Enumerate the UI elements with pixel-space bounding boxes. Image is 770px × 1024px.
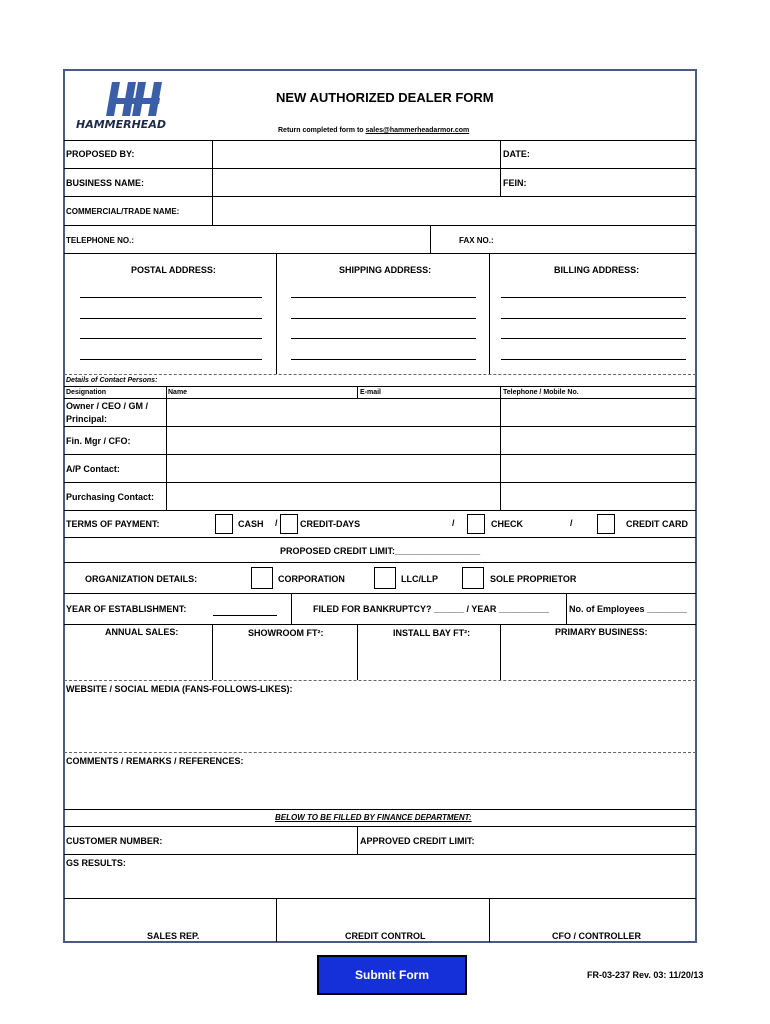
date-label: DATE: (503, 149, 530, 159)
contacts-section-label: Details of Contact Persons: (66, 377, 158, 384)
divider (64, 510, 696, 511)
organization-label: ORGANIZATION DETAILS: (85, 574, 198, 584)
email-header: E-mail (360, 389, 382, 396)
name-header: Name (168, 389, 188, 396)
divider (276, 898, 277, 942)
divider (489, 253, 490, 374)
credit-card-label: CREDIT CARD (626, 519, 688, 529)
separator-slash: / (452, 518, 455, 528)
divider (566, 593, 567, 624)
cash-label: CASH (238, 519, 264, 529)
shipping-address-line[interactable] (291, 318, 476, 319)
divider (64, 537, 696, 538)
employees-label[interactable]: No. of Employees ________ (569, 604, 688, 614)
purchasing-name-input[interactable] (167, 483, 499, 509)
submit-form-button[interactable]: Submit Form (317, 955, 467, 995)
shipping-address-line[interactable] (291, 338, 476, 339)
divider (64, 374, 696, 375)
date-input[interactable] (540, 141, 695, 167)
divider (64, 253, 696, 254)
business-name-label: BUSINESS NAME: (66, 178, 145, 188)
divider (64, 562, 696, 563)
divider (64, 854, 696, 855)
divider (64, 624, 696, 625)
postal-address-label: POSTAL ADDRESS: (131, 265, 216, 275)
divider (64, 809, 696, 810)
llc-checkbox[interactable] (374, 567, 396, 589)
terms-label: TERMS OF PAYMENT: (66, 519, 160, 529)
website-input[interactable] (65, 697, 695, 749)
hammerhead-logo-icon (72, 78, 187, 134)
annual-sales-label: ANNUAL SALES: (105, 627, 179, 637)
install-bay-label: INSTALL BAY FT²: (393, 628, 471, 638)
proposed-by-label: PROPOSED BY: (66, 149, 135, 159)
divider (64, 826, 696, 827)
divider (357, 826, 358, 854)
annual-sales-input[interactable] (65, 642, 211, 678)
form-code: FR-03-237 Rev. 03: 11/20/13 (587, 970, 704, 980)
proposed-credit-limit-label[interactable]: PROPOSED CREDIT LIMIT:_________________ (280, 546, 481, 556)
shipping-address-line[interactable] (291, 359, 476, 360)
contact-row-label: Fin. Mgr / CFO: (66, 436, 131, 446)
purchasing-phone-input[interactable] (501, 483, 695, 509)
divider (489, 898, 490, 942)
ap-name-input[interactable] (167, 455, 499, 481)
check-checkbox[interactable] (467, 514, 485, 534)
fax-input[interactable] (500, 226, 695, 252)
website-label: WEBSITE / SOCIAL MEDIA (FANS-FOLLOWS-LIKES): (66, 684, 293, 694)
sole-proprietor-checkbox[interactable] (462, 567, 484, 589)
credit-control-label: CREDIT CONTROL (345, 931, 426, 941)
corporation-checkbox[interactable] (251, 567, 273, 589)
check-label: CHECK (491, 519, 524, 529)
billing-address-line[interactable] (501, 297, 686, 298)
install-bay-input[interactable] (358, 642, 499, 678)
year-established-label: YEAR OF ESTABLISHMENT: (66, 604, 187, 614)
bankruptcy-label[interactable]: FILED FOR BANKRUPTCY? ______ / YEAR __________ (313, 604, 549, 614)
telephone-input[interactable] (140, 226, 428, 252)
phone-header: Telephone / Mobile No. (503, 389, 579, 396)
gs-results-label: GS RESULTS: (66, 858, 126, 868)
sales-rep-label: SALES REP. (147, 931, 200, 941)
billing-address-line[interactable] (501, 359, 686, 360)
shipping-address-line[interactable] (291, 297, 476, 298)
fin-mgr-phone-input[interactable] (501, 427, 695, 453)
fin-mgr-name-input[interactable] (167, 427, 499, 453)
owner-name-input[interactable] (167, 399, 499, 425)
customer-number-label: CUSTOMER NUMBER: (66, 836, 163, 846)
cash-checkbox[interactable] (215, 514, 233, 534)
contact-row-label: A/P Contact: (66, 464, 120, 474)
credit-card-checkbox[interactable] (597, 514, 615, 534)
divider (291, 593, 292, 624)
divider (500, 140, 501, 196)
hammerhead-logo (72, 78, 187, 134)
divider (357, 386, 358, 398)
divider (430, 225, 431, 253)
comments-label: COMMENTS / REMARKS / REFERENCES: (66, 756, 244, 766)
shipping-address-label: SHIPPING ADDRESS: (339, 265, 432, 275)
separator-slash: / (275, 518, 278, 528)
fax-label: FAX NO.: (459, 236, 494, 245)
credit-days-label: CREDIT-DAYS (300, 519, 361, 529)
ap-phone-input[interactable] (501, 455, 695, 481)
owner-phone-input[interactable] (501, 399, 695, 425)
business-name-input[interactable] (213, 169, 499, 195)
comments-input[interactable] (65, 768, 695, 808)
divider (64, 593, 696, 594)
divider (64, 898, 696, 899)
postal-address-line[interactable] (80, 318, 262, 319)
form-title: NEW AUTHORIZED DEALER FORM (276, 90, 494, 105)
billing-address-label: BILLING ADDRESS: (554, 265, 640, 275)
showroom-input[interactable] (213, 642, 356, 678)
proposed-by-input[interactable] (213, 141, 499, 167)
approved-credit-label: APPROVED CREDIT LIMIT: (360, 836, 475, 846)
contact-row-label: Owner / CEO / GM / Principal: (66, 401, 149, 424)
fein-label: FEIN: (503, 178, 527, 188)
year-established-input[interactable] (213, 615, 277, 616)
commercial-name-label: COMMERCIAL/TRADE NAME: (66, 207, 180, 216)
telephone-label: TELEPHONE NO.: (66, 236, 135, 245)
separator-slash: / (570, 518, 573, 528)
fein-input[interactable] (535, 169, 695, 195)
divider (64, 752, 696, 753)
corporation-label: CORPORATION (278, 574, 345, 584)
billing-address-line[interactable] (501, 338, 686, 339)
contact-row-label: Purchasing Contact: (66, 492, 155, 502)
divider (64, 680, 696, 681)
divider (64, 386, 696, 387)
sole-proprietor-label: SOLE PROPRIETOR (490, 574, 577, 584)
designation-header: Designation (66, 389, 107, 396)
showroom-label: SHOWROOM FT²: (248, 628, 324, 638)
postal-address-line[interactable] (80, 359, 262, 360)
commercial-name-input[interactable] (213, 197, 695, 224)
postal-address-line[interactable] (80, 338, 262, 339)
logo-wordmark: HAMMERHEAD (76, 118, 166, 131)
divider (276, 253, 277, 374)
postal-address-line[interactable] (80, 297, 262, 298)
return-email-link[interactable]: sales@hammerheadarmor.com (365, 127, 470, 134)
finance-heading: BELOW TO BE FILLED BY FINANCE DEPARTMENT: (275, 813, 472, 822)
primary-business-input[interactable] (501, 642, 695, 678)
credit-days-checkbox[interactable] (280, 514, 298, 534)
return-instructions: Return completed form to sales@hammerheadarmor.com (278, 127, 470, 134)
billing-address-line[interactable] (501, 318, 686, 319)
primary-business-label: PRIMARY BUSINESS: (555, 627, 648, 637)
llc-label: LLC/LLP (401, 574, 438, 584)
cfo-label: CFO / CONTROLLER (552, 931, 641, 941)
